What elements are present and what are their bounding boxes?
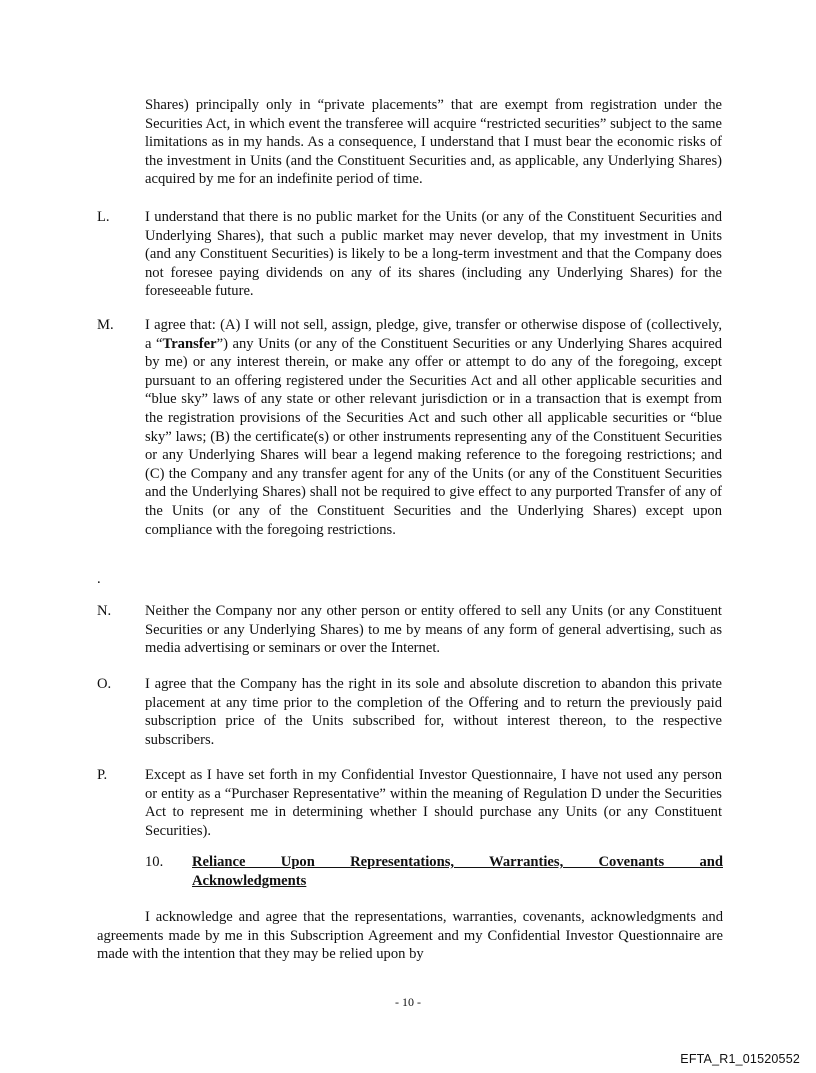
item-letter-l: L.	[97, 209, 110, 225]
item-letter-p: P.	[97, 767, 108, 783]
item-paragraph-n: Neither the Company nor any other person or entity offered to sell any Units (or any Constituent Securities or any Underlying Shares) to me by means of any form of general advertising, such as media advertising or seminars or over the Internet.	[145, 603, 722, 657]
item-letter-o: O.	[97, 676, 112, 692]
continuation-paragraph: Shares) principally only in “private placements” that are exempt from registration under the Securities Act, in which event the transferee will acquire “restricted securities” subject to the same limitations as in my hands. As a consequence, I understand that I must bear the economic risks of the investment in Units (and the Constituent Securities and, as applicable, any Underlying Shares) acquired by me for an indefinite period of time.	[145, 97, 722, 188]
item-letter-n: N.	[97, 603, 112, 619]
item-paragraph-m	[145, 316, 722, 539]
closing-paragraph: I acknowledge and agree that the representations, warranties, covenants, acknowledgments and agreements made by me in this Subscription Agreement and my Confidential Investor Questionnaire are made with the intention that they may be relied upon by	[97, 909, 723, 963]
page-number: - 10 -	[395, 995, 421, 1009]
transfer-defined-term: Transfer	[162, 335, 217, 352]
section-heading-line2: Acknowledgments	[192, 872, 307, 889]
item-paragraph-o: I agree that the Company has the right in its sole and absolute discretion to abandon this private placement at any time prior to the completion of the Offering and to return the previously paid subscription price of the Units subscribed for, without interest thereon, to the respective subscribers.	[145, 676, 722, 748]
item-m-text-after: ”) any Units (or any of the Constituent Securities or any Underlying Shares acquired by me) or any interest therein, or make any offer or attempt to do any of the foregoing, except pursuant to an offering registered under the Securities Act and all other applicable securities and “blue sky” laws of any state or other relevant jurisdiction or in a transaction that is exempt from the registration provisions of the Securities Act and such other all applicable securities or “blue sky” laws; (B) the certificate(s) or other instruments representing any of the Constituent Securities or any Underlying Shares will bear a legend making reference to the foregoing restrictions; and (C) the Company and any transfer agent for any of the Units (or any of the Constituent Securities and the Underlying Shares) shall not be required to give effect to any purported Transfer of any of the Units (or any of the Constituent Securities and the Underlying Shares) except upon compliance with the foregoing restrictions.	[145, 335, 722, 538]
section-number: 10.	[145, 854, 164, 870]
bates-number: EFTA_R1_01520552	[680, 1052, 800, 1066]
section-heading-line1: Reliance Upon Representations, Warranties, Covenants and	[192, 854, 723, 870]
stray-mark: .	[97, 571, 101, 587]
item-m-text-before: I agree that: (A) I will not sell, assign, pledge, give, transfer or otherwise dispose of (collectively, a “	[145, 317, 722, 352]
item-paragraph-p: Except as I have set forth in my Confidential Investor Questionnaire, I have not used any person or entity as a “Purchaser Representative” within the meaning of Regulation D under the Securities Act to represent me in determining whether I should purchase any Units (or any Constituent Securities).	[145, 767, 722, 839]
section-heading	[192, 853, 723, 890]
item-letter-m: M.	[97, 317, 114, 333]
item-paragraph-l: I understand that there is no public market for the Units (or any of the Constituent Securities and Underlying Shares), that such a public market may never develop, that my investment in Units (and any Constituent Securities) is likely to be a long-term investment and that the Company does not foresee paying dividends on any of its shares (including any Underlying Shares) for the foreseeable future.	[145, 209, 722, 300]
